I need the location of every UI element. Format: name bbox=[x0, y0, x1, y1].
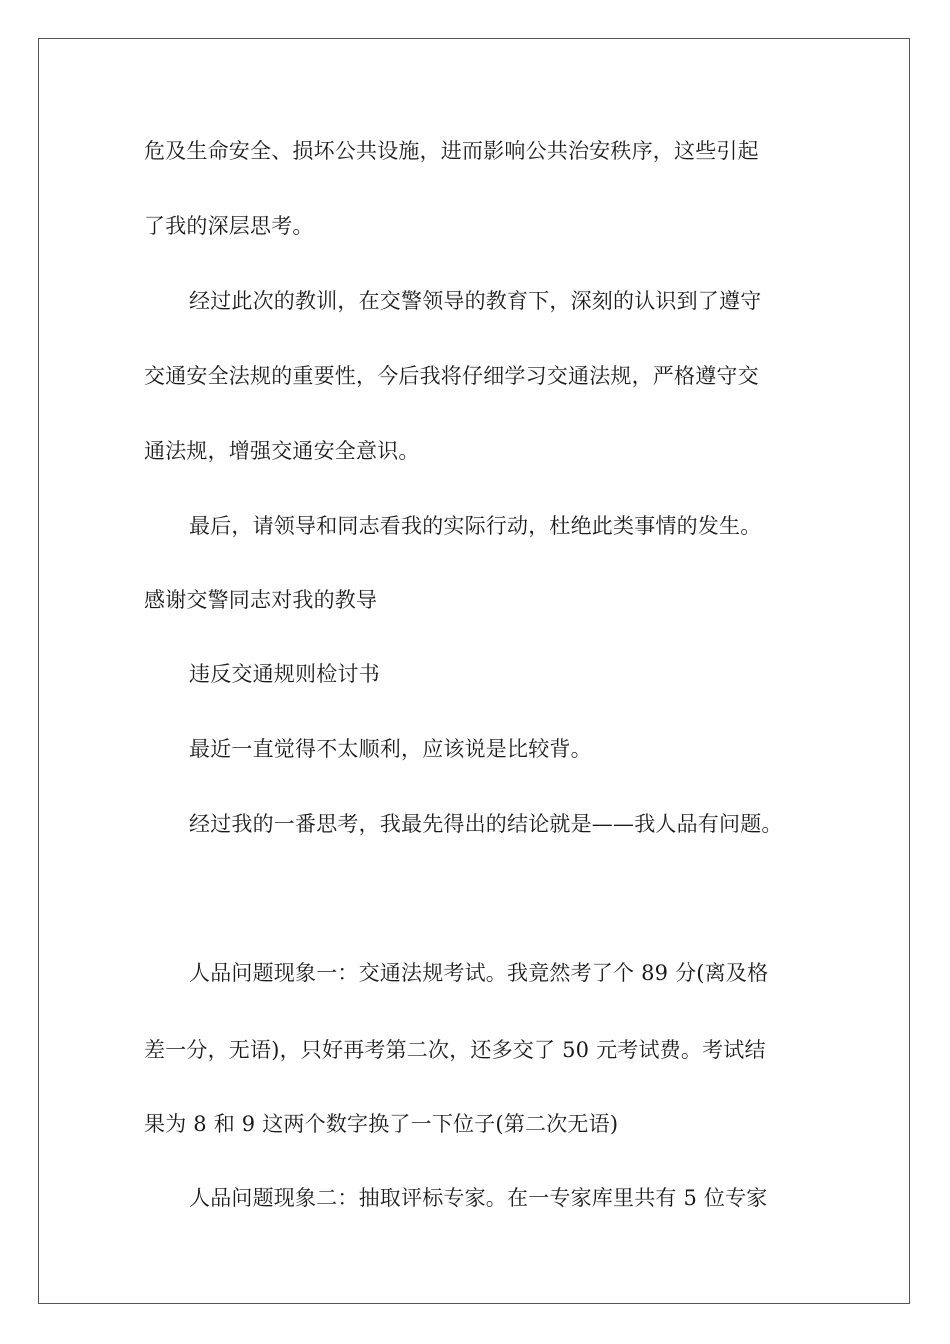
text-line-6: 最后，请领导和同志看我的实际行动，杜绝此类事情的发生。 bbox=[189, 514, 762, 538]
section-title: 违反交通规则检讨书 bbox=[189, 662, 380, 686]
text-line-14: 人品问题现象二：抽取评标专家。在一专家库里共有 5 位专家 bbox=[189, 1186, 768, 1210]
text-line-13: 果为 8 和 9 这两个数字换了一下位子(第二次无语) bbox=[144, 1112, 619, 1136]
text-line-3: 经过此次的教训，在交警领导的教育下，深刻的认识到了遵守 bbox=[189, 289, 762, 313]
text-line-11: 人品问题现象一：交通法规考试。我竟然考了个 89 分(离及格 bbox=[189, 961, 769, 985]
text-line-9: 最近一直觉得不太顺利，应该说是比较背。 bbox=[189, 737, 592, 761]
text-line-10: 经过我的一番思考，我最先得出的结论就是——我人品有问题。 bbox=[189, 812, 783, 836]
text-line-1: 危及生命安全、损坏公共设施，进而影响公共治安秩序，这些引起 bbox=[144, 139, 759, 163]
text-line-12: 差一分，无语)，只好再考第二次，还多交了 50 元考试费。考试结 bbox=[144, 1038, 766, 1062]
text-line-5: 通法规，增强交通安全意识。 bbox=[144, 439, 420, 463]
text-line-4: 交通安全法规的重要性，今后我将仔细学习交通法规，严格遵守交 bbox=[144, 364, 759, 388]
text-line-7: 感谢交警同志对我的教导 bbox=[144, 588, 378, 612]
text-line-2: 了我的深层思考。 bbox=[144, 214, 314, 238]
